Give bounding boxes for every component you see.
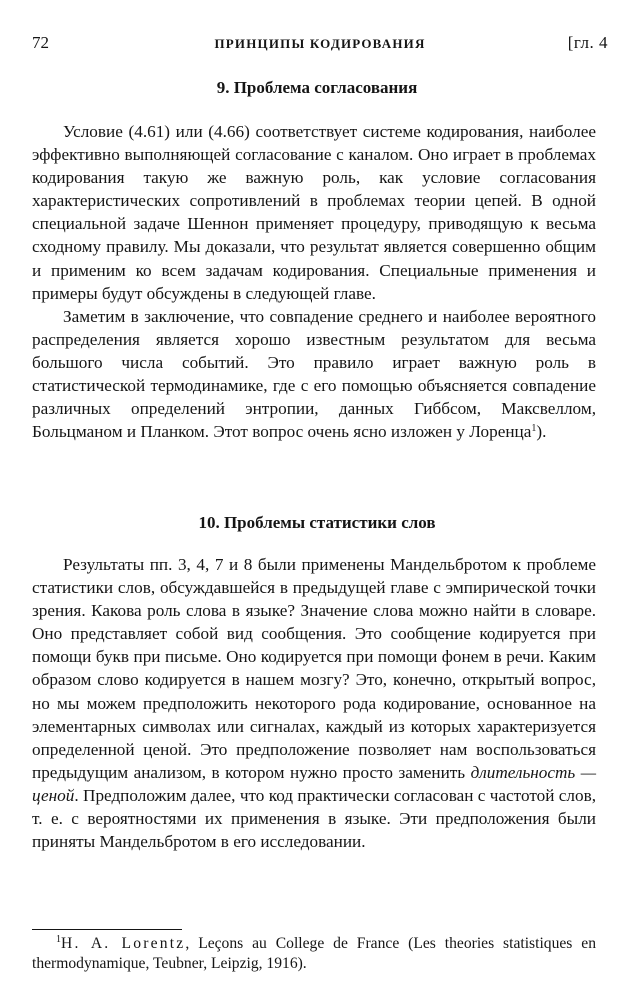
section-10-text-start: Результаты пп. 3, 4, 7 и 8 были применены Мандельбротом к проблеме статистики слов, обсуждавшейся в предыдущей главе с эмпирической точки зрения. Какова роль слова в языке? Значение слова можно найти в словаре. Оно представляет собой вид сообщения. Это сообщение кодируется при помощи букв при письме. Оно кодируется при помощи фонем в речи. Каким образом слово кодируется в нашем мозгу? Это, конечно, открытый вопрос, но мы можем предположить некоторого рода кодирование, основанное на элементарных символах или сигналах, каждый из которых характеризуется определенной ценой. Это предположение позволяет нам воспользоваться предыдущим анализом, в котором нужно просто заменить (32, 555, 596, 782)
paragraph-2-text: Заметим в заключение, что совпадение среднего и наиболее вероятного распределения является хорошо известным результатом для весьма большого числа событий. Это правило играет важную роль в статистической термодинамике, где с его помощью объясняется совпадение различных определений энтропии, данных Гиббсом, Максвеллом, Больцманом и Планком. Этот вопрос очень ясно изложен у Лоренца (32, 306, 596, 442)
section-9-heading: 9. Проблема согласования (216, 78, 418, 97)
section-10-paragraph (32, 553, 596, 853)
italic-emphasis: длительность — ценой (32, 762, 596, 805)
running-title: ПРИНЦИПЫ КОДИРОВАНИЯ (214, 36, 426, 51)
section-10-heading: 10. Проблемы статистики слов (198, 513, 436, 532)
footnote (32, 934, 596, 974)
footnote-divider (32, 929, 182, 930)
footnote-reference: 1 (531, 423, 537, 435)
footnote-marker: 1 (56, 934, 61, 945)
page-number: 72 (32, 33, 49, 52)
chapter-label: [гл. 4 (567, 33, 608, 52)
section-9-body (32, 120, 596, 443)
paragraph-2-tail: ). (536, 422, 547, 442)
page-header (32, 32, 608, 54)
section-9-paragraph-1: Условие (4.61) или (4.66) соответствует системе кодирования, наиболее эффективно выполняющей согласование с каналом. Оно играет в проблемах кодирования такую же важную роль, как условие согласования характеристических сопротивлений в проблемах теории цепей. В одной специальной задаче Шеннон применяет процедуру, приводящую к весьма сходному правилу. Мы доказали, что результат является совершенно общим и применим ко всем задачам кодирования. Специальные применения и примеры будут обсуждены в следующей главе. (32, 122, 596, 303)
section-10-body (32, 553, 596, 853)
section-9-paragraph-2 (32, 305, 596, 444)
footnote-text: , Leçons au College de France (Les theories statistiques en thermodynamique, Teubner, Leipzig, 1916). (32, 935, 596, 972)
section-10-text-end: . Предположим далее, что код практически согласован с частотой слов, т. е. с вероятностями их применения в языке. Эти предположения были приняты Мандельбротом в его исследовании. (32, 785, 596, 852)
footnote-author: H. A. Lorentz (61, 935, 186, 952)
